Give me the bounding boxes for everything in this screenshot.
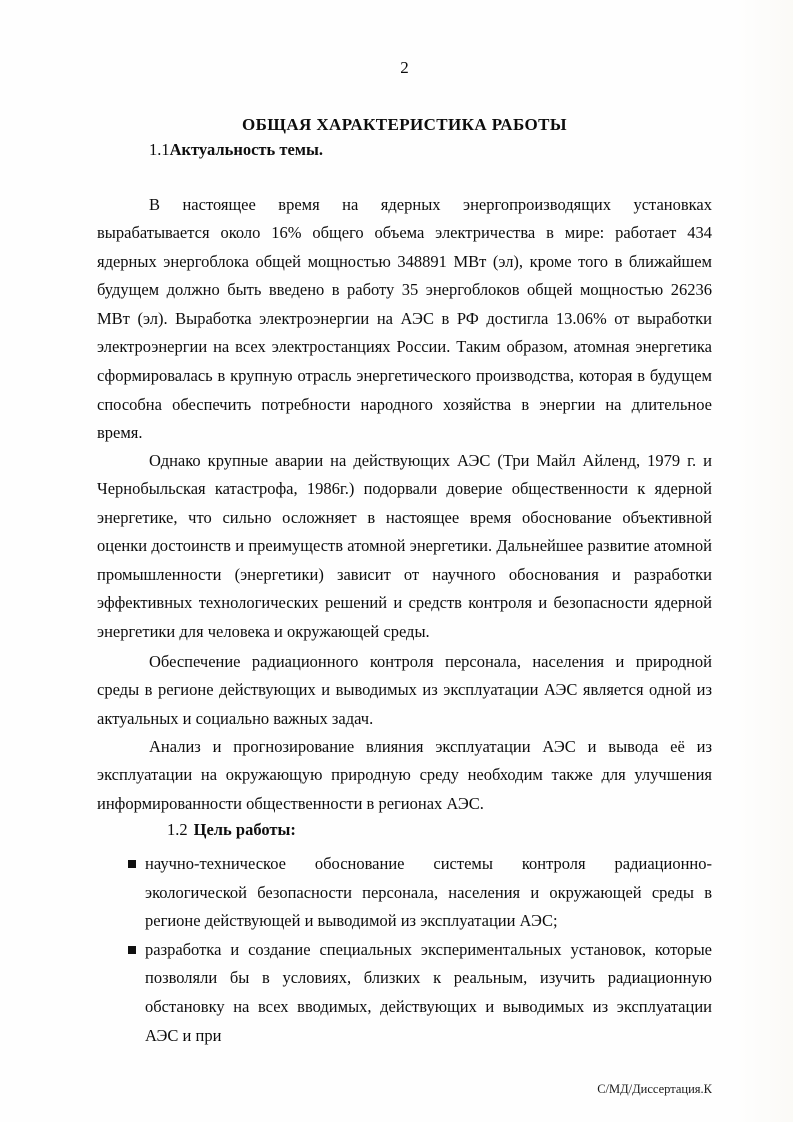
section-heading-goal (97, 818, 712, 842)
list-item (97, 936, 712, 1050)
paragraph: В настоящее время на ядерных энергопроизводящих установках вырабатывается около 16% общего объема электричества в мире: работает 434 ядерных энергоблока общей мощностью 348891 МВт (эл), кроме того в ближайшем будущем должно быть введено в работу 35 энергоблоков общей мощностью 26236 МВт (эл). Выработка электроэнергии на АЭС в РФ достигла 13.06% от выработки электроэнергии на всех электростанциях России. Таким образом, атомная энергетика сформировалась в крупную отрасль энергетического производства, которая в будущем способна обеспечить потребности народного хозяйства в энергии на длительное время. (97, 194, 712, 443)
section-title-1-1: Актуальность темы. (169, 140, 324, 159)
paragraph: Анализ и прогнозирование влияния эксплуатации АЭС и вывода её из эксплуатации на окружающую природную среду необходим также для улучшения информированности общественности в регионах АЭС. (97, 736, 712, 813)
goal-list (97, 850, 712, 1050)
section-number-1-1: 1.1 (149, 140, 170, 159)
square-bullet-icon (128, 860, 136, 868)
section-heading-actuality (97, 138, 712, 162)
list-item (97, 850, 712, 936)
list-item-text: научно-техническое обоснование системы контроля радиационно-экологической безопасности персонала, населения и окружающей среды в регионе действующей и выводимой из эксплуатации АЭС; (145, 854, 712, 931)
footer-text: С/МД/Диссертация.К (597, 1082, 712, 1096)
square-bullet-icon (128, 946, 136, 954)
page-number: 2 (400, 58, 409, 77)
section-number-1-2: 1.2 (167, 820, 188, 839)
page-title: ОБЩАЯ ХАРАКТЕРИСТИКА РАБОТЫ (242, 115, 567, 135)
list-item-text: разработка и создание специальных экспериментальных установок, которые позволяли бы в условиях, близких к реальным, изучить радиационную обстановку на всех вводимых, действующих и выводимых из эксплуатации АЭС и при (145, 939, 712, 1045)
paragraph: Обеспечение радиационного контроля персонала, населения и природной среды в регионе действующих и выводимых из эксплуатации АЭС является одной из актуальных и социально важных задач. (97, 651, 712, 728)
scan-edge-shading (735, 0, 793, 1122)
section-title-1-2: Цель работы: (193, 820, 296, 839)
paragraph: Однако крупные аварии на действующих АЭС (Три Майл Айленд, 1979 г. и Чернобыльская катастрофа, 1986г.) подорвали доверие общественности к ядерной энергетике, что сильно осложняет в настоящее время обоснование объективной оценки достоинств и преимуществ атомной энергетики. Дальнейшее развитие атомной промышленности (энергетики) зависит от научного обоснования и разработки эффективных технологических решений и средств контроля и безопасности ядерной энергетики для человека и окружающей среды. (97, 450, 712, 642)
